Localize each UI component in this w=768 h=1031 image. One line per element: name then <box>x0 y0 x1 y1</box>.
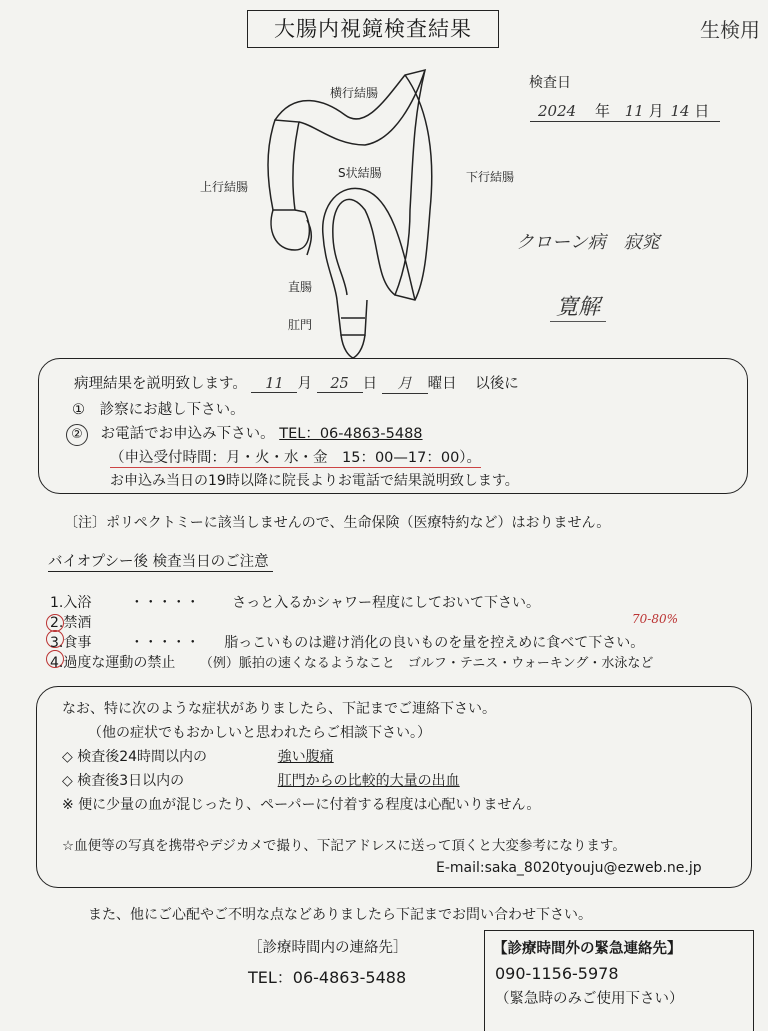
inquiry-text: また、他にご心配やご不明な点などありましたら下記までお問い合わせ下さい。 <box>88 907 592 923</box>
handwritten-percentage: 70-80% <box>632 612 678 626</box>
diagnosis-line1: クローン病 寂窕 <box>516 232 660 253</box>
pathology-option-1: ① 診察にお越し下さい。 <box>72 402 245 418</box>
exam-month: 11 <box>624 102 644 120</box>
page-title: 大腸内視鏡検査結果 <box>247 10 499 48</box>
insurance-notice: 〔注〕ポリペクトミーに該当しませんので、生命保険（医療特約など）はおりません。 <box>64 515 611 531</box>
biopsy-item: 2.禁酒 <box>50 615 92 631</box>
biopsy-heading: バイオプシー後 検査当日のご注意 <box>48 550 273 572</box>
exam-day: 14 <box>670 102 690 120</box>
label-descending: 下行結腸 <box>466 170 515 184</box>
pathology-tel: TEL：06-4863-5488 <box>279 426 423 442</box>
symptom-row: ◇ 検査後24時間以内の 強い腹痛 <box>62 749 334 765</box>
exam-date: 2024 年 11 月 14 日 <box>530 100 720 122</box>
emergency-tel[interactable]: 090-1156-5978 <box>495 964 619 983</box>
pathology-hours: （申込受付時間：月・火・水・金 15：00—17：00）。 <box>110 446 481 468</box>
pathology-line: 病理結果を説明致します。 11 月 25 日 月 曜日 以後に <box>74 372 519 394</box>
biopsy-item: 1.入浴 ・・・・・ さっと入るかシャワー程度にしておいて下さい。 <box>50 595 540 611</box>
label-sigmoid: S状結腸 <box>338 166 382 180</box>
label-anus: 肛門 <box>288 318 313 332</box>
in-hours-tel[interactable]: TEL：06-4863-5488 <box>248 968 407 987</box>
label-transverse: 横行結腸 <box>330 86 379 100</box>
pathology-option-2: ② お電話でお申込み下さい。 TEL：06-4863-5488 <box>66 422 423 446</box>
exam-date-label: 検査日 <box>529 75 571 91</box>
email-address[interactable]: E-mail:saka_8020tyouju@ezweb.ne.jp <box>436 860 702 876</box>
symptoms-note: ※ 便に少量の血が混じったり、ペーパーに付着する程度は心配いりません。 <box>62 797 541 813</box>
label-ascending: 上行結腸 <box>200 180 249 194</box>
in-hours-contact <box>248 936 408 988</box>
biopsy-stamp: 生検用 <box>700 18 760 42</box>
symptoms-intro: なお、特に次のような症状がありましたら、下記までご連絡下さい。 <box>62 701 496 717</box>
symptoms-sub: （他の症状でもおかしいと思われたらご相談下さい。） <box>88 725 431 741</box>
emergency-label: 【診療時間外の緊急連絡先】 <box>493 941 682 957</box>
pathology-note: お申込み当日の19時以降に院長よりお電話で結果説明致します。 <box>110 473 519 489</box>
emergency-contact <box>484 930 754 1031</box>
biopsy-item: 3.食事 ・・・・・ 脂っこいものは避け消化の良いものを量を控えめに食べて下さい。 <box>50 635 645 651</box>
diagnosis-line2: 寛解 <box>550 290 606 322</box>
biopsy-item: 4.過度な運動の禁止 （例）脈拍の速くなるようなこと ゴルフ・テニス・ウォーキング・水泳など <box>50 655 654 671</box>
colon-diagram <box>255 60 465 360</box>
emergency-note: （緊急時のみご使用下さい） <box>495 991 684 1007</box>
symptoms-photo: ☆血便等の写真を携帯やデジカメで撮り、下記アドレスに送って頂くと大変参考になります。 <box>62 838 626 854</box>
exam-year: 2024 <box>538 102 577 120</box>
label-rectum: 直腸 <box>288 280 313 294</box>
symptom-row: ◇ 検査後3日以内の 肛門からの比較的大量の出血 <box>62 773 460 789</box>
in-hours-label: ［診療時間内の連絡先］ <box>248 940 408 956</box>
